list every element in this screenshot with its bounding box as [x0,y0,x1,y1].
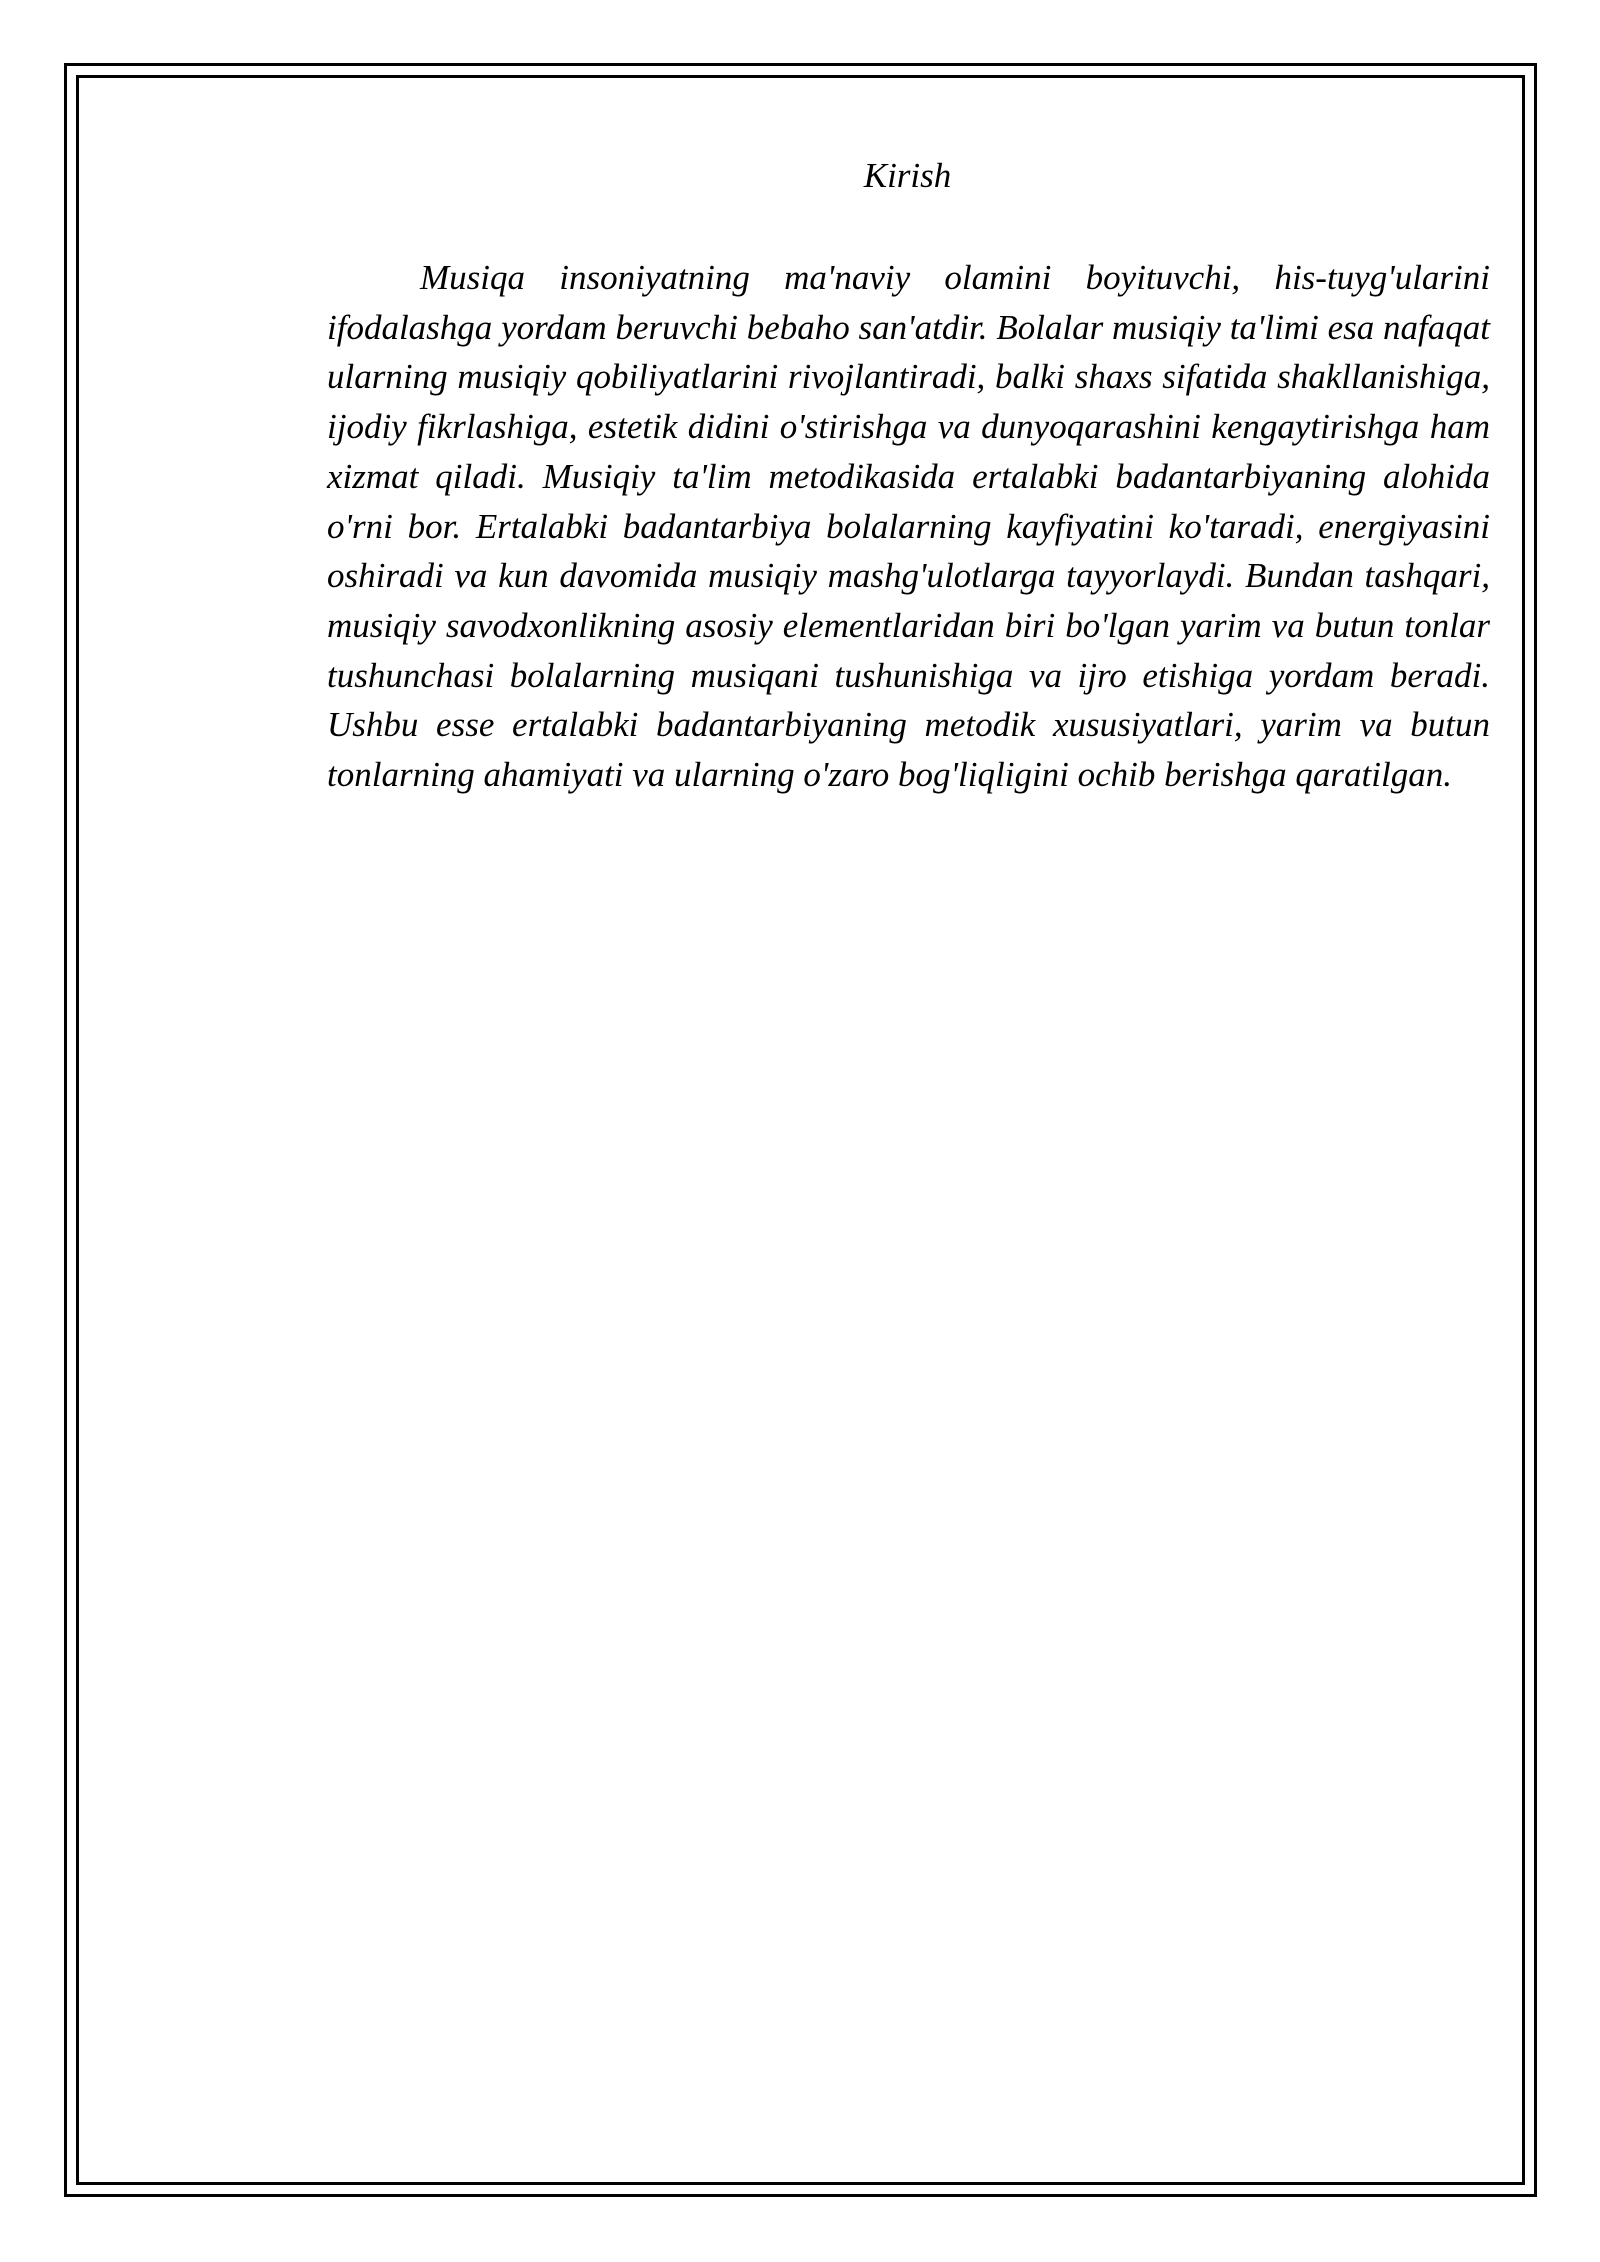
section-heading: Kirish [863,156,952,195]
intro-paragraph: Musiqa insoniyatning ma'naviy olamini boyituvchi, his-tuyg'ularini ifodalashga yordam beruvchi bebaho san'atdir. Bolalar musiqiy ta'limi esa nafaqat ularning musiqiy qobiliyatlarini rivojlantiradi, balki shaxs sifatida shakllanishiga, ijodiy fikrlashiga, estetik didini o'stirishga va dunyoqarashini kengaytirishga ham xizmat qiladi. Musiqiy ta'lim metodikasida ertalabki badantarbiyaning alohida o'rni bor. Ertalabki badantarbiya bolalarning kayfiyatini ko'taradi, energiyasini oshiradi va kun davomida musiqiy mashg'ulotlarga tayyorlaydi. Bundan tashqari, musiqiy savodxonlikning asosiy elementlaridan biri bo'lgan yarim va butun tonlar tushunchasi bolalarning musiqani tushunishiga va ijro etishiga yordam beradi. Ushbu esse ertalabki badantarbiyaning metodik xususiyatlari, yarim va butun tonlarning ahamiyati va ularning o'zaro bog'liqligini ochib berishga qaratilgan. [327,258,1490,795]
